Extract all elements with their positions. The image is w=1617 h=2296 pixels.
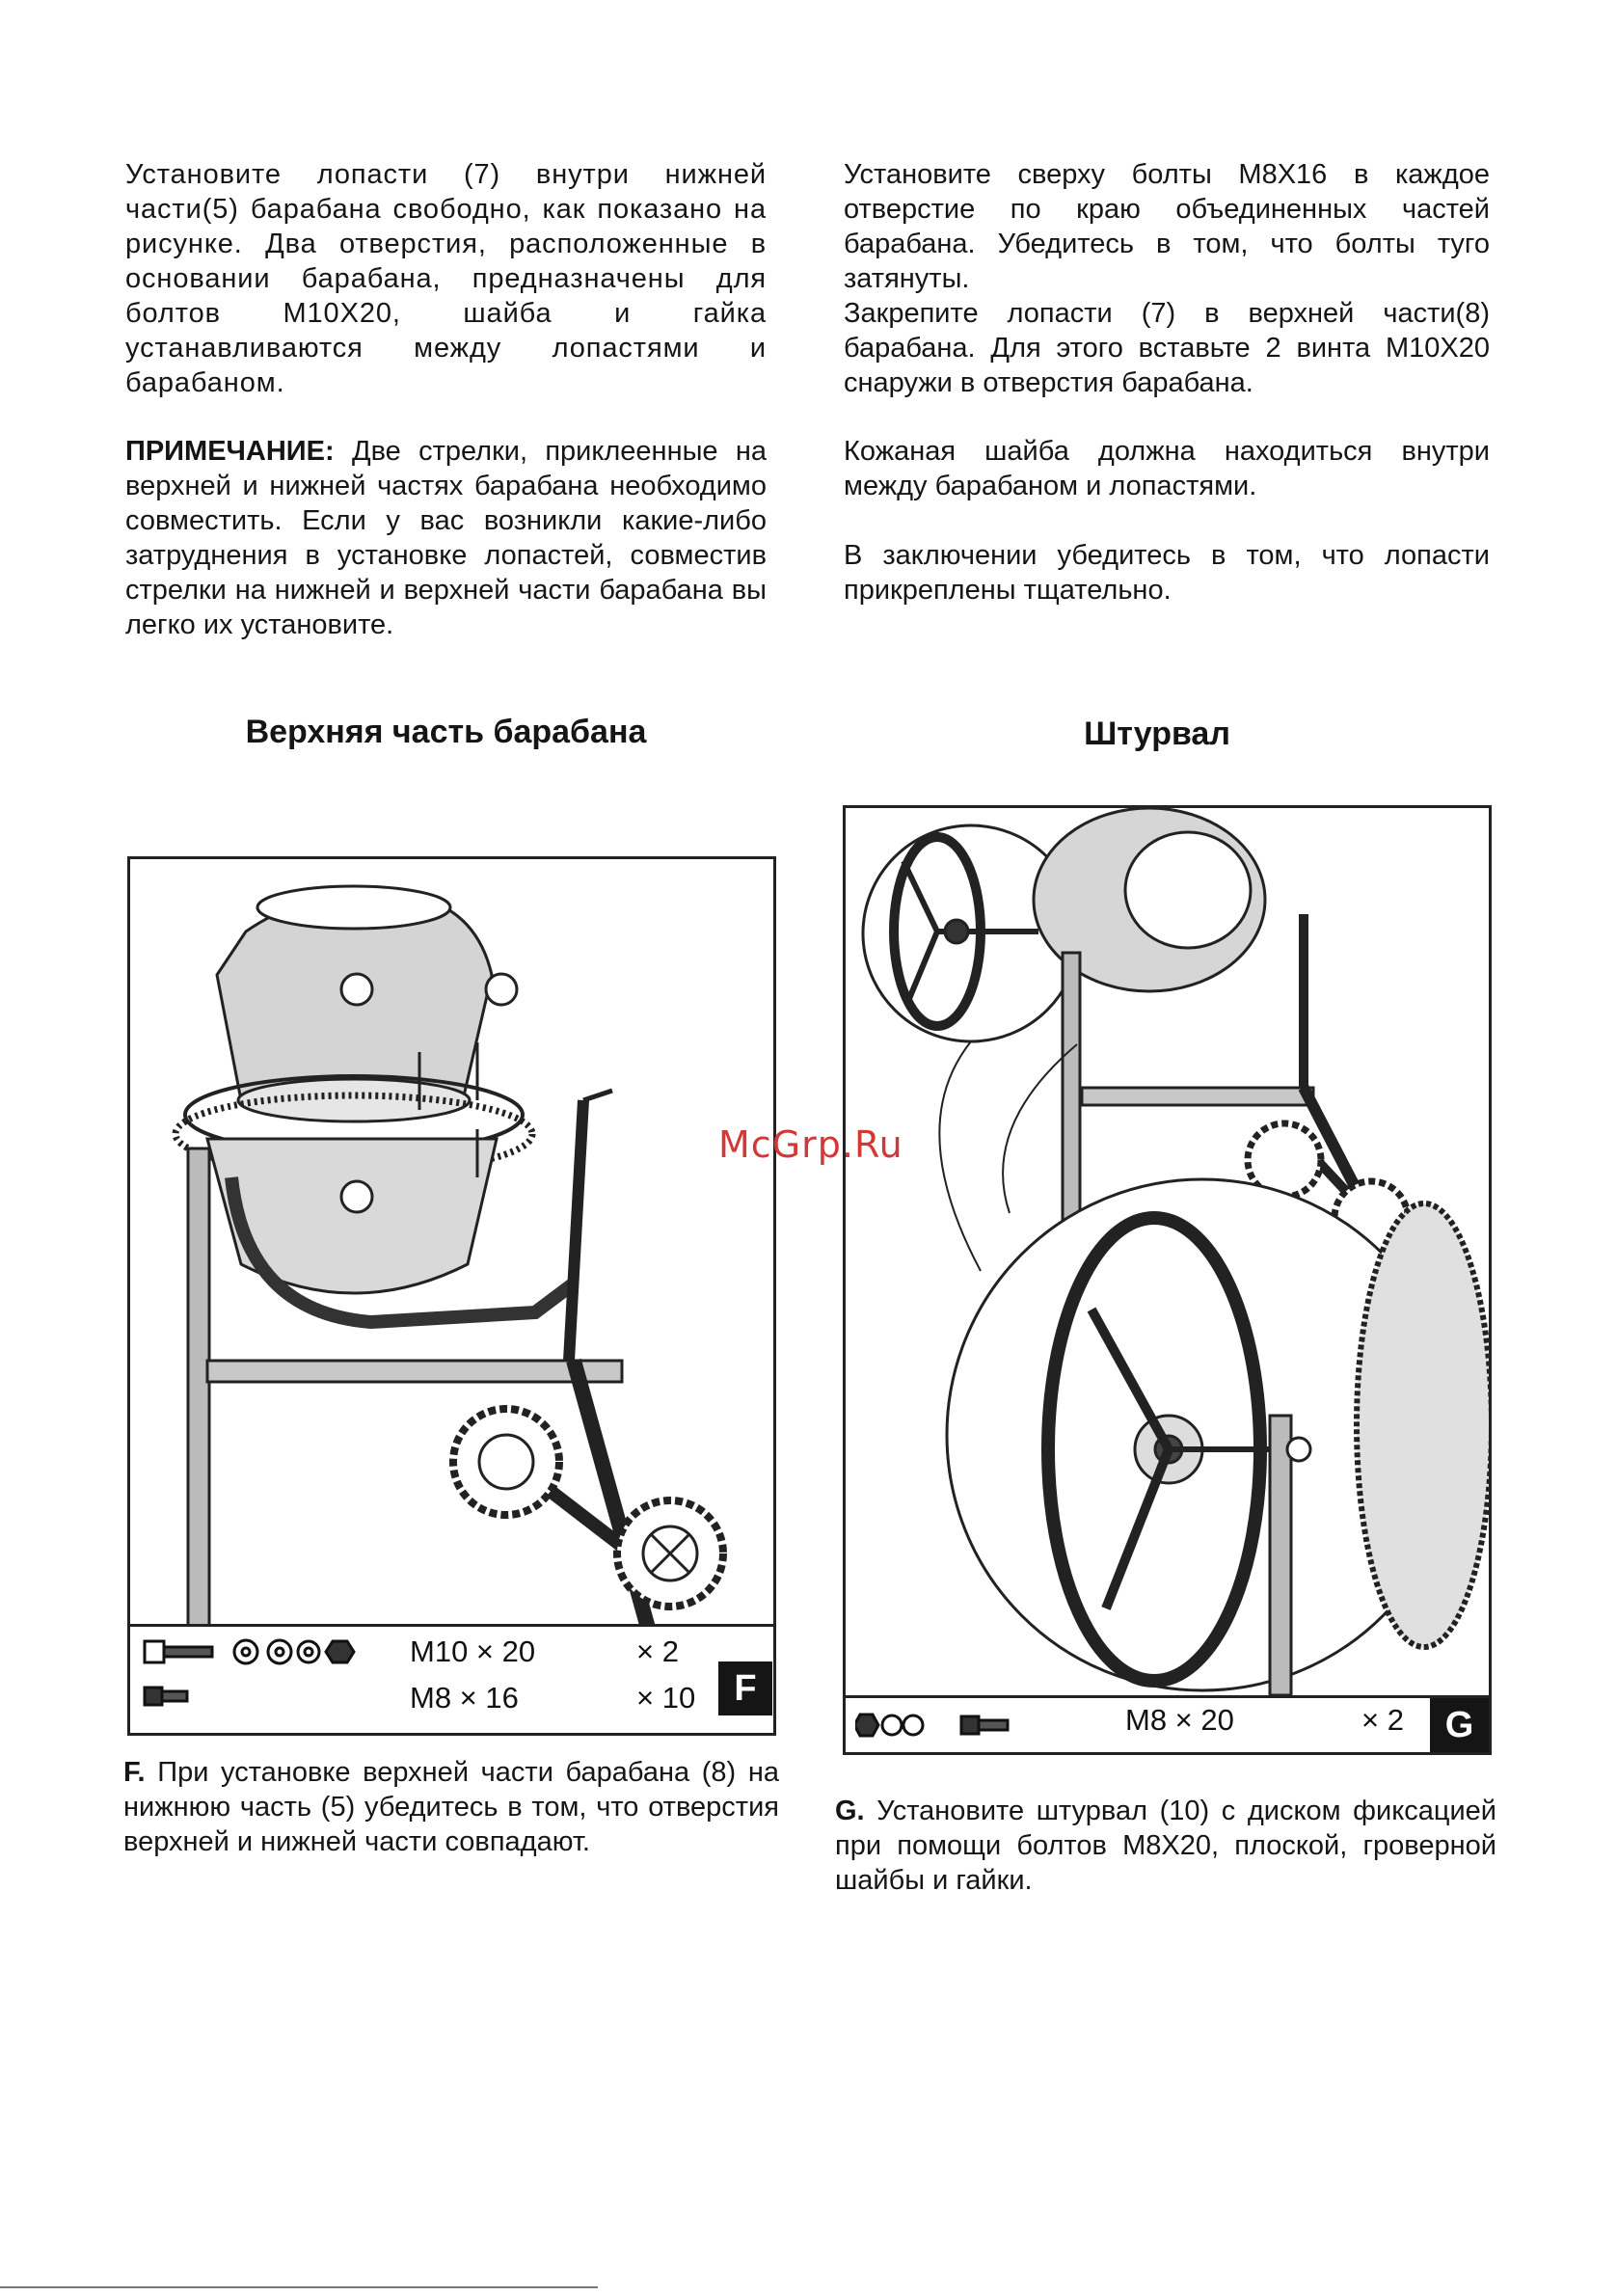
figure-letter-f: F (718, 1661, 772, 1715)
parts-qty-m8x16: × 10 (636, 1681, 696, 1715)
parts-list-f (130, 1624, 773, 1733)
caption-figure-g (835, 1794, 1496, 1898)
figure-f-upper-drum (127, 856, 776, 1736)
caption-f-label: F. (123, 1757, 146, 1788)
parts-qty-m8x20: × 2 (1361, 1703, 1404, 1737)
parts-list-g (846, 1695, 1489, 1752)
parts-spec-m8x16: M8 × 16 (410, 1681, 519, 1715)
figure-g-steering-wheel (843, 805, 1492, 1755)
parts-row-m10 (130, 1634, 773, 1679)
parts-spec-m8x20: M8 × 20 (1125, 1703, 1234, 1737)
caption-g-text: Установите штурвал (10) с диском фиксацией при помощи болтов M8X20, плоской, гроверной шайбы и гайки. (835, 1796, 1496, 1896)
caption-f-text: При установке верхней части барабана (8) на нижнюю часть (5) убедитесь в том, что отверстия верхней и нижней части совпадают. (123, 1757, 779, 1857)
heading-upper-drum: Верхняя часть барабана (245, 714, 647, 750)
right-paragraph-conclusion: В заключении убедитесь в том, что лопасти прикреплены тщательно. (844, 540, 1490, 606)
figure-letter-g: G (1430, 1698, 1489, 1752)
note-label: ПРИМЕЧАНИЕ: (125, 436, 335, 467)
right-paragraph-leather-washer: Кожаная шайба должна находиться внутри между барабаном и лопастями. (844, 436, 1490, 501)
watermark: McGrp.Ru (718, 1123, 903, 1166)
parts-row-m8x20 (846, 1703, 1489, 1747)
caption-g-label: G. (835, 1796, 865, 1826)
steering-wheel-illustration (846, 808, 1489, 1695)
heading-steering-wheel: Штурвал (1084, 716, 1230, 752)
left-paragraph-note (125, 434, 767, 642)
mixer-assembly-illustration (130, 859, 773, 1660)
parts-spec-m10x20: M10 × 20 (410, 1634, 536, 1668)
caption-figure-f (123, 1755, 779, 1859)
right-paragraph-blades-upper: Закрепите лопасти (7) в верхней части(8) барабана. Для этого вставьте 2 винта M10X20 снаружи в отверстия барабана. (844, 298, 1490, 398)
parts-qty-m10x20: × 2 (636, 1634, 679, 1668)
right-paragraph-bolts: Установите сверху болты M8X16 в каждое отверстие по краю объединенных частей барабана. Убедитесь в том, что болты туго затянуты. (844, 159, 1490, 294)
note-text: Две стрелки, приклеенные на верхней и нижней частях барабана необходимо совместить. Если у вас возникли какие-либо затруднения в установке лопастей, совместив стрелки на нижней и верхней части барабана вы легко их установите. (125, 436, 767, 640)
parts-row-m8 (130, 1681, 773, 1725)
left-paragraph-blades: Установите лопасти (7) внутри нижней части(5) барабана свободно, как показано на рисунке. Два отверстия, расположенные в основании барабана, предназначены для болтов M10X20, шайба и гайка устанавливаются между лопастями и барабаном. (125, 159, 767, 398)
bottom-divider (0, 2286, 598, 2288)
